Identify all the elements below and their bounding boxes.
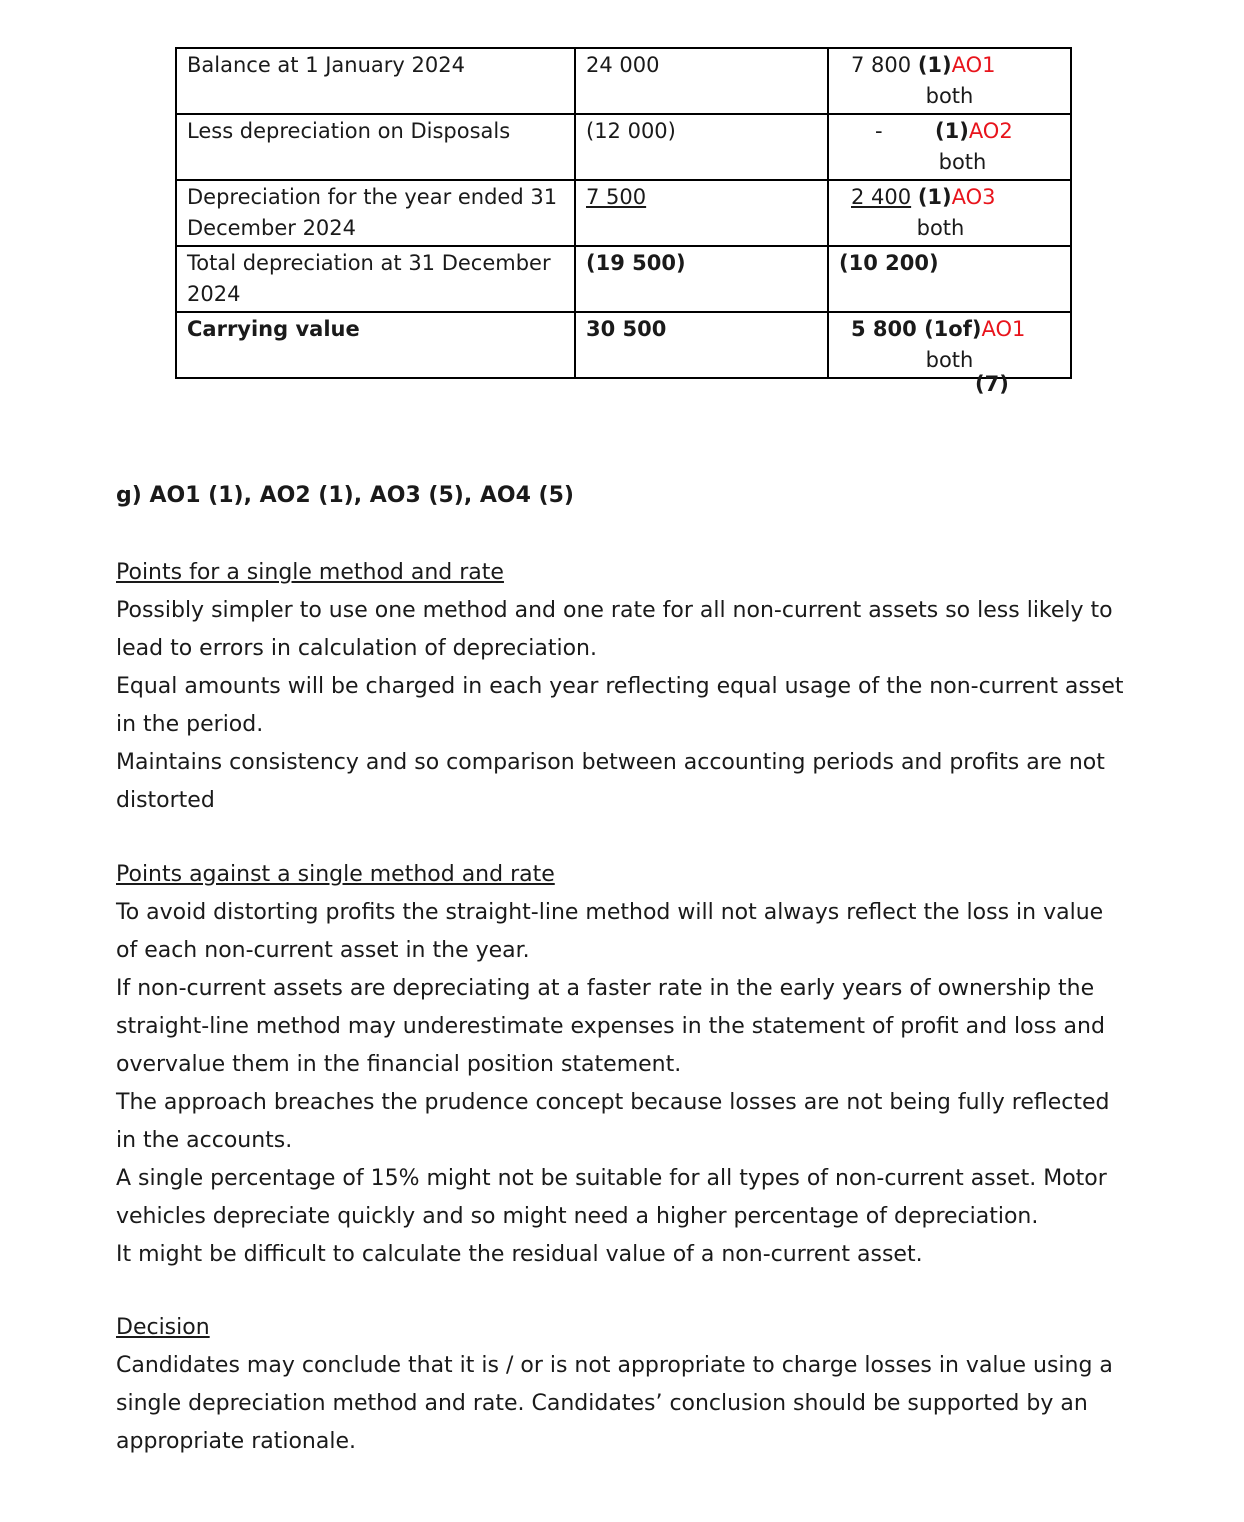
col3-cell: [828, 114, 1071, 180]
paragraph: If non-current assets are depreciating at a faster rate in the early years of ownership the straight-line method may underestimate expenses in the statement of profit and loss and overvalue them in the financial position statement.: [116, 976, 1105, 1077]
section-title: Points for a single method and rate: [116, 560, 504, 585]
table-row: [176, 180, 1071, 246]
part-g-heading: g) AO1 (1), AO2 (1), AO3 (5), AO4 (5): [116, 483, 574, 508]
both-note: both: [916, 216, 965, 240]
row-label: Depreciation for the year ended 31 December 2024: [176, 180, 575, 246]
row-label: Balance at 1 January 2024: [176, 48, 575, 114]
table-row: [176, 114, 1071, 180]
decision-section: [116, 1309, 1126, 1461]
points-for-section: [116, 554, 1126, 820]
ao-label: AO1: [951, 53, 996, 77]
col3-line: [839, 116, 1060, 147]
row-label: Carrying value: [176, 312, 575, 378]
row-label: Less depreciation on Disposals: [176, 114, 575, 180]
table-row: [176, 48, 1071, 114]
col3-line: [839, 314, 1060, 345]
section-title: Points against a single method and rate: [116, 862, 555, 887]
col2-value: 24 000: [575, 48, 828, 114]
col2-value: (12 000): [575, 114, 828, 180]
section-title: Decision: [116, 1315, 210, 1340]
col3-line: [839, 50, 1060, 81]
paragraph: Equal amounts will be charged in each year reflecting equal usage of the non-current asset in the period.: [116, 674, 1124, 737]
col3-cell: [828, 48, 1071, 114]
mark: (1): [935, 119, 969, 143]
ao-label: AO1: [981, 317, 1026, 341]
col2-value: 7 500: [586, 185, 647, 209]
table-row: [176, 246, 1071, 312]
paragraph: Possibly simpler to use one method and one rate for all non-current assets so less likely to lead to errors in calculation of depreciation.: [116, 598, 1113, 661]
ao-label: AO2: [968, 119, 1013, 143]
col3-value: 2 400: [851, 185, 912, 209]
paragraph: Candidates may conclude that it is / or is not appropriate to charge losses in value using a single depreciation method and rate. Candidates’ conclusion should be supported by an appropriate rationale.: [116, 1353, 1113, 1454]
col3-value: (10 200): [828, 246, 1071, 312]
paragraph: The approach breaches the prudence concept because losses are not being fully reflected in the accounts.: [116, 1090, 1110, 1153]
points-against-section: [116, 856, 1126, 1274]
total-marks: (7): [975, 372, 1009, 396]
both-note: both: [925, 84, 974, 108]
col3-cell: [828, 312, 1071, 378]
col3-value: 5 800 (1of): [851, 317, 982, 341]
ao-label: AO3: [951, 185, 996, 209]
paragraph: A single percentage of 15% might not be suitable for all types of non-current asset. Motor vehicles depreciate quickly and so might need a higher percentage of depreciation.: [116, 1166, 1107, 1229]
col3-cell: [828, 180, 1071, 246]
table-row: [176, 312, 1071, 378]
col2-value: 30 500: [575, 312, 828, 378]
paragraph: It might be difficult to calculate the residual value of a non-current asset.: [116, 1242, 923, 1267]
depreciation-table: [175, 47, 1072, 379]
col3-value: 7 800: [851, 53, 912, 77]
col3-value: -: [875, 119, 883, 143]
both-note: both: [938, 150, 987, 174]
paragraph: Maintains consistency and so comparison between accounting periods and profits are not distorted: [116, 750, 1105, 813]
mark: (1): [917, 185, 952, 209]
col3-line: [839, 182, 1060, 213]
col2-value: (19 500): [575, 246, 828, 312]
row-label: Total depreciation at 31 December 2024: [176, 246, 575, 312]
both-note: both: [925, 348, 974, 372]
col2-cell: [575, 180, 828, 246]
paragraph: To avoid distorting profits the straight-line method will not always reflect the loss in value of each non-current asset in the year.: [116, 900, 1104, 963]
mark: (1): [917, 53, 952, 77]
